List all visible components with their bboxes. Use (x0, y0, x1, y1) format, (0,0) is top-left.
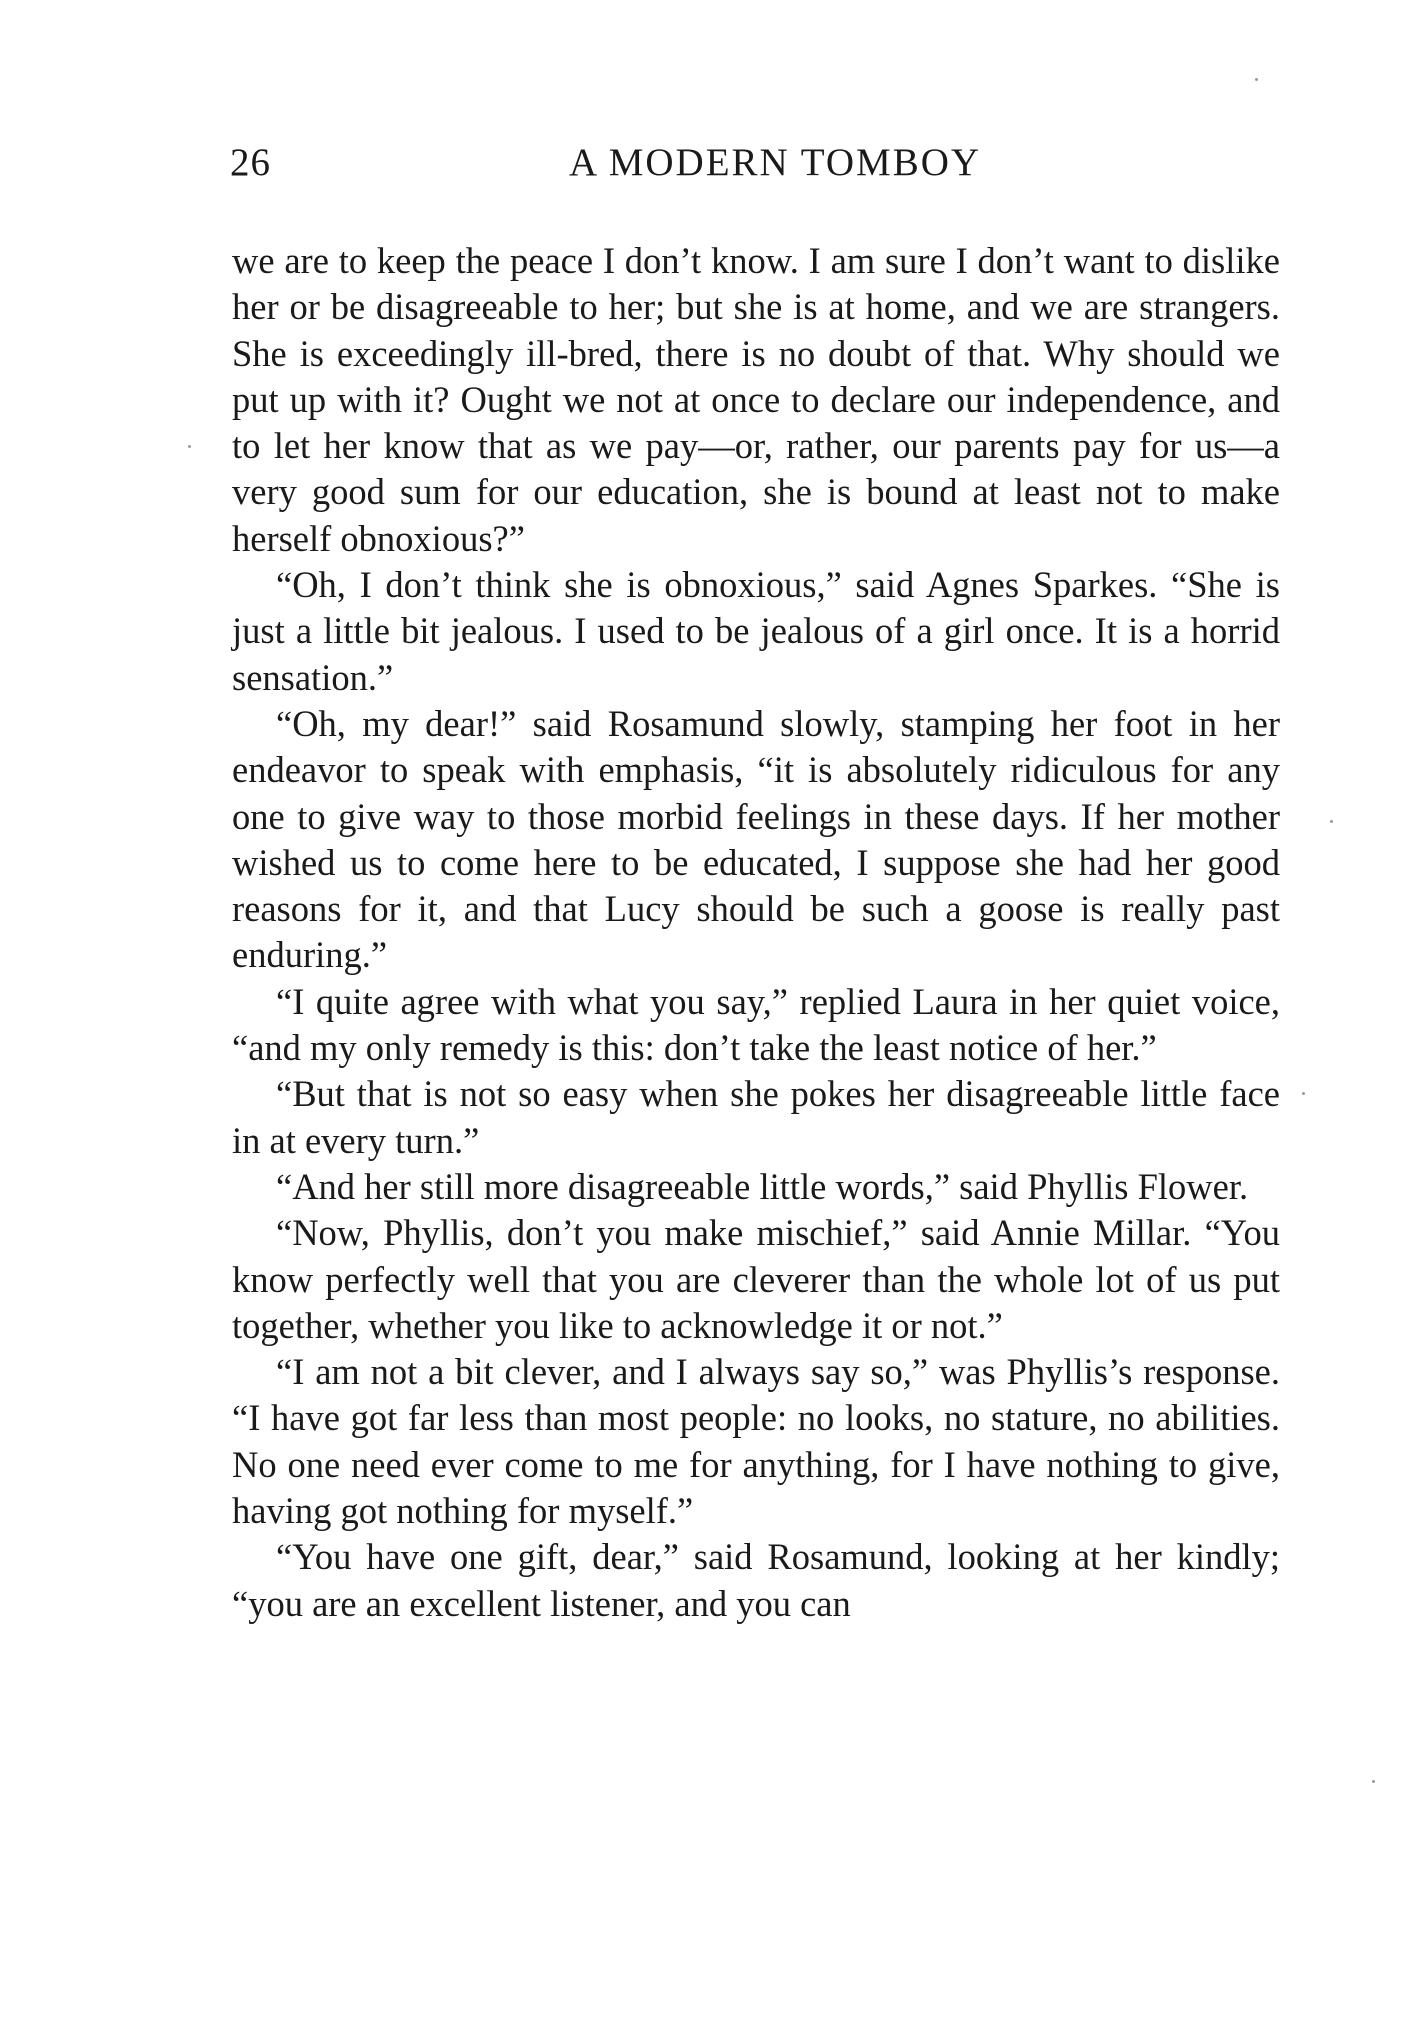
paragraph: “Now, Phyllis, don’t you make mischief,” said Annie Millar. “You know perfectly well that you are cleverer than the whole lot of us put together, whether you like to acknowledge it or not.” (232, 1212, 1280, 1346)
paper-speck (1372, 1780, 1375, 1783)
paragraph: “But that is not so easy when she pokes her disagreeable little face in at every turn.” (232, 1073, 1280, 1161)
running-head (230, 140, 1280, 190)
paper-speck (188, 445, 191, 448)
paragraph: “Oh, my dear!” said Rosamund slowly, stamping her foot in her endeavor to speak with emphasis, “it is absolutely ridiculous for any one to give way to those morbid feelings in these days. If her mother wished us to come here to be educated, I suppose she had her good reasons for it, and that Lucy should be such a goose is really past enduring.” (232, 702, 1280, 976)
paragraph-truncated: “You have one gift, dear,” said Rosamund, looking at her kindly; “you are an excellent listener, and you can (232, 1536, 1280, 1624)
paper-speck (1330, 820, 1333, 823)
paragraph: “I quite agree with what you say,” replied Laura in her quiet voice, “and my only remedy is this: don’t take the least notice of her.” (232, 980, 1280, 1069)
paper-speck (1255, 78, 1258, 81)
page-number: 26 (230, 141, 271, 184)
paper-speck (1302, 1092, 1305, 1095)
body-text (232, 238, 1280, 1627)
paragraph: “And her still more disagreeable little words,” said Phyllis Flower. (276, 1165, 1249, 1207)
paragraph: “Oh, I don’t think she is obnoxious,” said Agnes Sparkes. “She is just a little bit jealous. I used to be jealous of a girl once. It is a horrid sensation.” (232, 564, 1280, 698)
book-title: A MODERN TOMBOY (568, 141, 982, 184)
paragraph-continued: we are to keep the peace I don’t know. I am sure I don’t want to dislike her or be disagreeable to her; but she is at home, and we are strangers. She is exceedingly ill-bred, there is no doubt of that. Why should we put up with it? Ought we not at once to declare our independence, and to let her know that as we pay—or, rather, our parents pay for us—a very good sum for our education, she is bound at least not to make herself obnoxious?” (232, 240, 1280, 559)
paragraph: “I am not a bit clever, and I always say so,” was Phyllis’s response. “I have got far less than most people: no looks, no stature, no abilities. No one need ever come to me for anything, for I have nothing to give, having got nothing for myself.” (232, 1351, 1280, 1532)
